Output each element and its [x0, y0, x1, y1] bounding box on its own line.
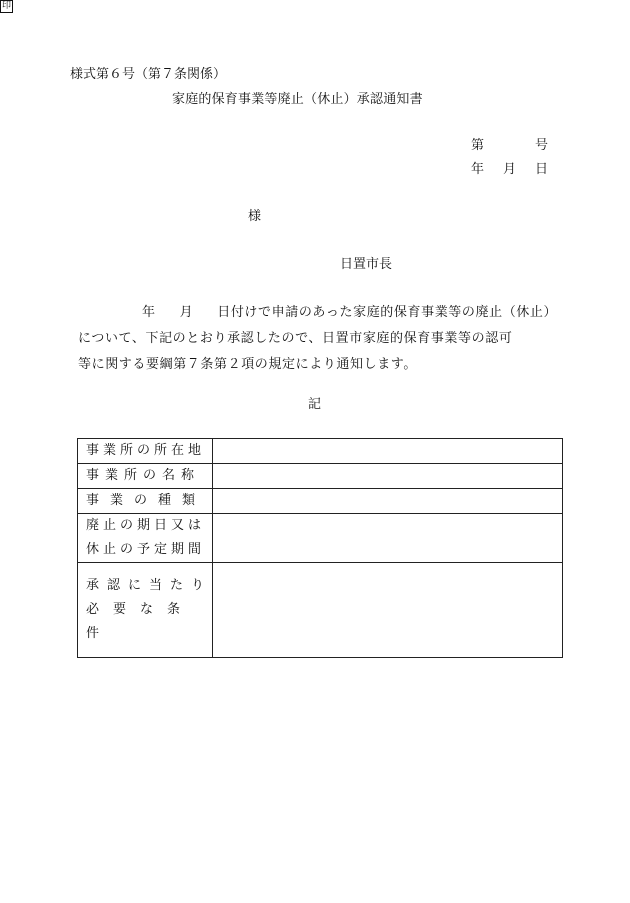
business-type-value[interactable] [213, 489, 563, 514]
details-table [77, 438, 563, 658]
facility-name-value[interactable] [213, 464, 563, 489]
date-year-label: 年 [471, 162, 485, 177]
body-line-2: について、下記のとおり承認したので、日置市家庭的保育事業等の認可 [78, 331, 513, 346]
facility-name-label: 事業所の名称 [78, 464, 213, 489]
addressee-honorific: 様 [248, 209, 262, 224]
business-type-label: 事業の種類 [78, 489, 213, 514]
body-line-3: 等に関する要綱第７条第２項の規定により通知します。 [78, 357, 417, 372]
body-line-1 [78, 300, 568, 326]
body-month: 月 [179, 305, 194, 320]
conditions-label-line-1: 承認に当たり [86, 578, 213, 593]
table-row [78, 489, 563, 514]
body-text [78, 300, 568, 378]
date-month-label: 月 [503, 162, 517, 177]
location-label: 事業所の所在地 [78, 439, 213, 464]
period-label [78, 514, 213, 563]
document-number-prefix: 第 [471, 138, 485, 153]
seal-text: 印 [1, 1, 11, 11]
form-number: 様式第６号（第７条関係） [70, 67, 227, 82]
period-label-line-2: 休止の予定期間 [86, 542, 206, 557]
body-line-1-rest: 日付けで申請のあった家庭的保育事業等の廃止（休止） [217, 305, 558, 320]
document-number-suffix: 号 [535, 138, 549, 153]
table-row [78, 563, 563, 658]
table-row [78, 439, 563, 464]
document-title: 家庭的保育事業等廃止（休止）承認通知書 [172, 92, 423, 107]
period-value[interactable] [213, 514, 563, 563]
period-label-line-1: 廃止の期日又は [86, 518, 206, 533]
conditions-label-line-2: 必要な条件 [86, 602, 195, 641]
issuer-name: 日置市長 [340, 257, 393, 272]
conditions-label [78, 563, 213, 658]
conditions-value[interactable] [213, 563, 563, 658]
seal-mark [0, 0, 13, 13]
location-value[interactable] [213, 439, 563, 464]
body-year: 年 [142, 305, 156, 320]
ki-heading: 記 [308, 397, 322, 412]
date-day-label: 日 [535, 162, 549, 177]
table-row [78, 464, 563, 489]
table-row [78, 514, 563, 563]
